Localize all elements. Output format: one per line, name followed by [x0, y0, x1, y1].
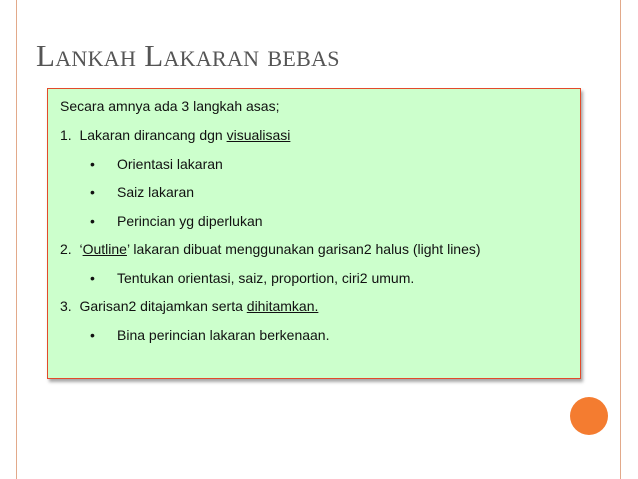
bullet-icon: • — [90, 327, 95, 343]
step-1-underlined: visualisasi — [226, 127, 291, 143]
step-3-bullet-1: Bina perincian lakaran berkenaan. — [117, 327, 330, 343]
bullet-icon: • — [90, 156, 95, 172]
step-3-underlined: dihitamkan. — [246, 298, 319, 314]
bullet-icon: • — [90, 213, 95, 229]
step-2-underlined: Outline — [82, 241, 127, 257]
step-3-number: 3. — [60, 298, 72, 314]
step-2-number: 2. — [60, 241, 72, 257]
step-3 — [60, 298, 318, 314]
content-box — [47, 88, 581, 379]
step-3-text: Garisan2 ditajamkan serta — [79, 298, 247, 314]
step-1-bullet-2: Saiz lakaran — [117, 184, 195, 200]
step-2-text-after: ’ lakaran dibuat menggunakan garisan2 halus (light lines) — [126, 241, 481, 257]
step-2-text: ‘ — [79, 241, 83, 257]
step-2 — [60, 241, 481, 257]
right-border-line — [620, 0, 621, 479]
step-2-bullet-1: Tentukan orientasi, saiz, proportion, ciri2 umum. — [117, 270, 415, 286]
slide-title: Lankah Lakaran bebas — [36, 38, 340, 73]
step-1-number: 1. — [60, 127, 72, 143]
step-1 — [60, 127, 290, 143]
step-1-bullet-3: Perincian yg diperlukan — [117, 213, 263, 229]
step-1-text: Lakaran dirancang dgn — [79, 127, 227, 143]
accent-circle-decoration — [570, 397, 608, 435]
left-border-line — [16, 0, 17, 479]
bullet-icon: • — [90, 184, 95, 200]
intro-text: Secara amnya ada 3 langkah asas; — [60, 98, 280, 114]
step-1-bullet-1: Orientasi lakaran — [117, 156, 223, 172]
bullet-icon: • — [90, 270, 95, 286]
